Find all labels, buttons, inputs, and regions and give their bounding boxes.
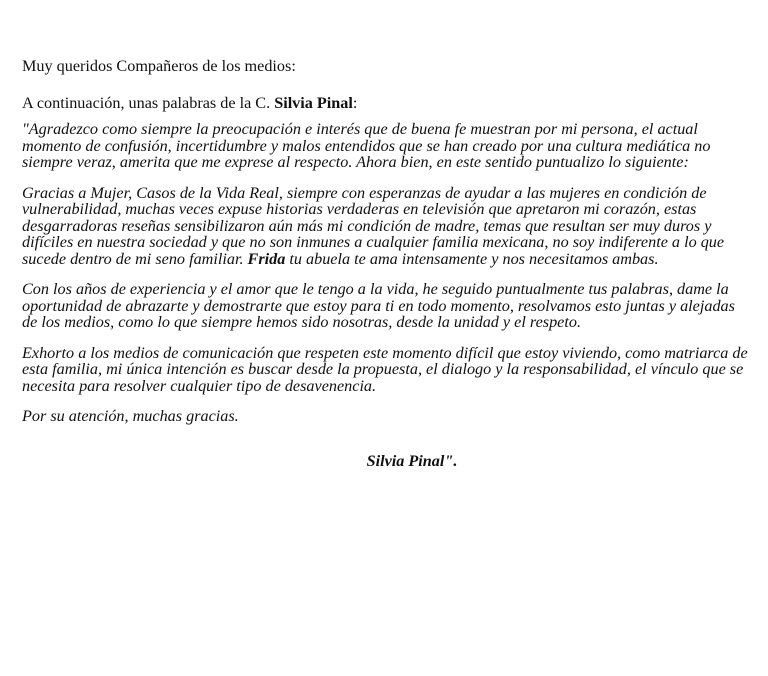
intro-colon: : — [352, 93, 358, 112]
quote-paragraph-1: "Agradezco como siempre la preocupación e interés que de buena fe muestran por mi persona, el actual momento de confusión, incertidumbre y malos entendidos que se han creado por una cultura mediática no siempre veraz, amerita que me exprese al respecto. Ahora bien, en este sentido puntualizo lo siguiente: — [22, 120, 711, 171]
intro-name: Silvia Pinal — [274, 93, 353, 112]
letter-body — [22, 58, 754, 483]
quote-paragraph-3: Con los años de experiencia y el amor que le tengo a la vida, he seguido puntualmente tus palabras, dame la oportunidad de abrazarte y demostrarte que estoy para ti en todo momento, resolvamos esto juntas y alejadas de los medios, como lo que siempre hemos sido nosotras, desde la unidad y el respeto. — [22, 280, 735, 331]
paragraph-2-name: Frida — [247, 249, 286, 268]
quote-paragraph-2 — [22, 185, 754, 268]
quote-paragraph-4: Exhorto a los medios de comunicación que respeten este momento difícil que estoy viviendo, como matriarca de esta familia, mi única intención es buscar desde la propuesta, el dialogo y la responsabilidad, el vínculo que se necesita para resolver cualquier tipo de desavenencia. — [22, 343, 748, 395]
signature: Silvia Pinal". — [366, 451, 458, 470]
paragraph-2-text: Gracias a Mujer, Casos de la Vida Real, siempre con esperanzas de ayudar a las mujeres en condición de vulnerabilidad, muchas veces expuse historias verdaderas en televisión que apretaron mi corazón, estas desgarradoras reseñas sensibilizaron aún más mi condición de madre, temas que resultan ser muy duros y difíciles en nuestra sociedad y que no son inmunes a cualquier familia mexicana, no soy indiferente a lo que sucede dentro de mi seno familiar. — [22, 183, 725, 268]
intro-text: A continuación, unas palabras de la C. — [22, 93, 275, 112]
intro-line — [22, 95, 754, 112]
closing-line: Por su atención, muchas gracias. — [22, 407, 239, 425]
paragraph-2-tail: tu abuela te ama intensamente y nos necesitamos ambas. — [285, 249, 659, 268]
greeting: Muy queridos Compañeros de los medios: — [22, 57, 296, 75]
